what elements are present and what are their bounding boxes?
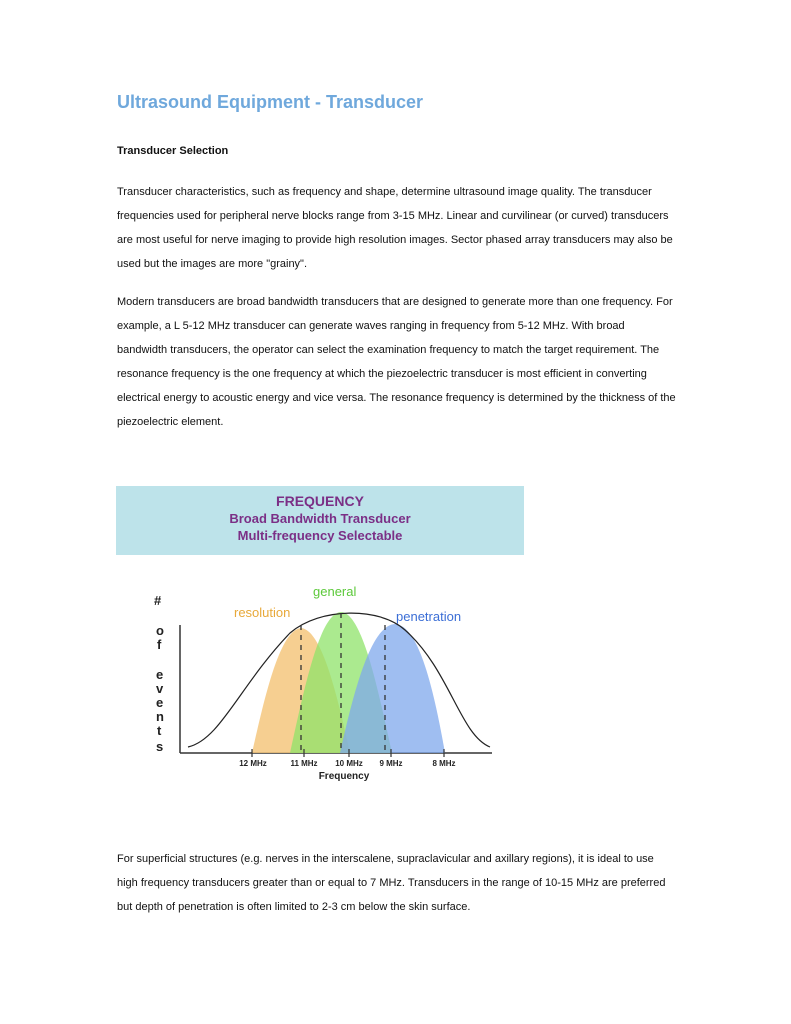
y-label-char: # bbox=[154, 593, 162, 608]
paragraph-broad-bandwidth: Modern transducers are broad bandwidth transducers that are designed to generate more than one frequency. For example, a L 5-12 MHz transducer can generate waves ranging in frequency from 5-12 MHz. With broad bandwidth transducers, the operator can select the examination frequency to match the target requirement. The resonance frequency is the one frequency at which the piezoelectric transducer is most efficient in converting electrical energy to acoustic energy and vice versa. The resonance frequency is determined by the thickness of the piezoelectric element. bbox=[117, 296, 676, 428]
x-tick-label: 9 MHz bbox=[379, 759, 403, 768]
x-tick-label: 10 MHz bbox=[335, 759, 363, 768]
banner-subtitle-1: Broad Bandwidth Transducer bbox=[229, 511, 411, 526]
x-axis-label: Frequency bbox=[318, 771, 370, 782]
frequency-diagram bbox=[140, 575, 520, 790]
x-tick-label: 11 MHz bbox=[290, 759, 318, 768]
figure-banner bbox=[116, 486, 524, 555]
y-label-char: e bbox=[156, 667, 164, 682]
page-title: Ultrasound Equipment - Transducer bbox=[117, 92, 424, 112]
y-label-char: v bbox=[156, 681, 164, 696]
y-label-char: t bbox=[157, 723, 162, 738]
section-heading: Transducer Selection bbox=[117, 145, 229, 157]
y-label-char: e bbox=[156, 695, 164, 710]
banner-subtitle-2: Multi-frequency Selectable bbox=[237, 528, 403, 543]
y-axis-label bbox=[154, 593, 164, 754]
band-label-penetration: penetration bbox=[396, 609, 462, 624]
y-label-char: o bbox=[156, 623, 164, 638]
band-label-resolution: resolution bbox=[234, 605, 291, 620]
band-label-general: general bbox=[313, 584, 357, 599]
x-tick-label: 8 MHz bbox=[432, 759, 456, 768]
banner-title: FREQUENCY bbox=[276, 493, 364, 509]
y-label-char: s bbox=[156, 739, 164, 754]
y-label-char: n bbox=[156, 709, 164, 724]
y-label-char: f bbox=[157, 637, 162, 652]
frequency-diagram-svg bbox=[140, 575, 520, 790]
x-tick-label: 12 MHz bbox=[239, 759, 267, 768]
paragraph-characteristics: Transducer characteristics, such as frequency and shape, determine ultrasound image quality. The transducer frequencies used for peripheral nerve blocks range from 3-15 MHz. Linear and curvilinear (or curved) transducers are most useful for nerve imaging to provide high resolution images. Sector phased array transducers may also be used but the images are more "grainy". bbox=[117, 186, 673, 270]
paragraph-superficial-structures: For superficial structures (e.g. nerves in the interscalene, supraclavicular and axillary regions), it is ideal to use high frequency transducers greater than or equal to 7 MHz. Transducers in the range of 10-15 MHz are preferred but depth of penetration is often limited to 2-3 cm below the skin surface. bbox=[117, 853, 666, 913]
